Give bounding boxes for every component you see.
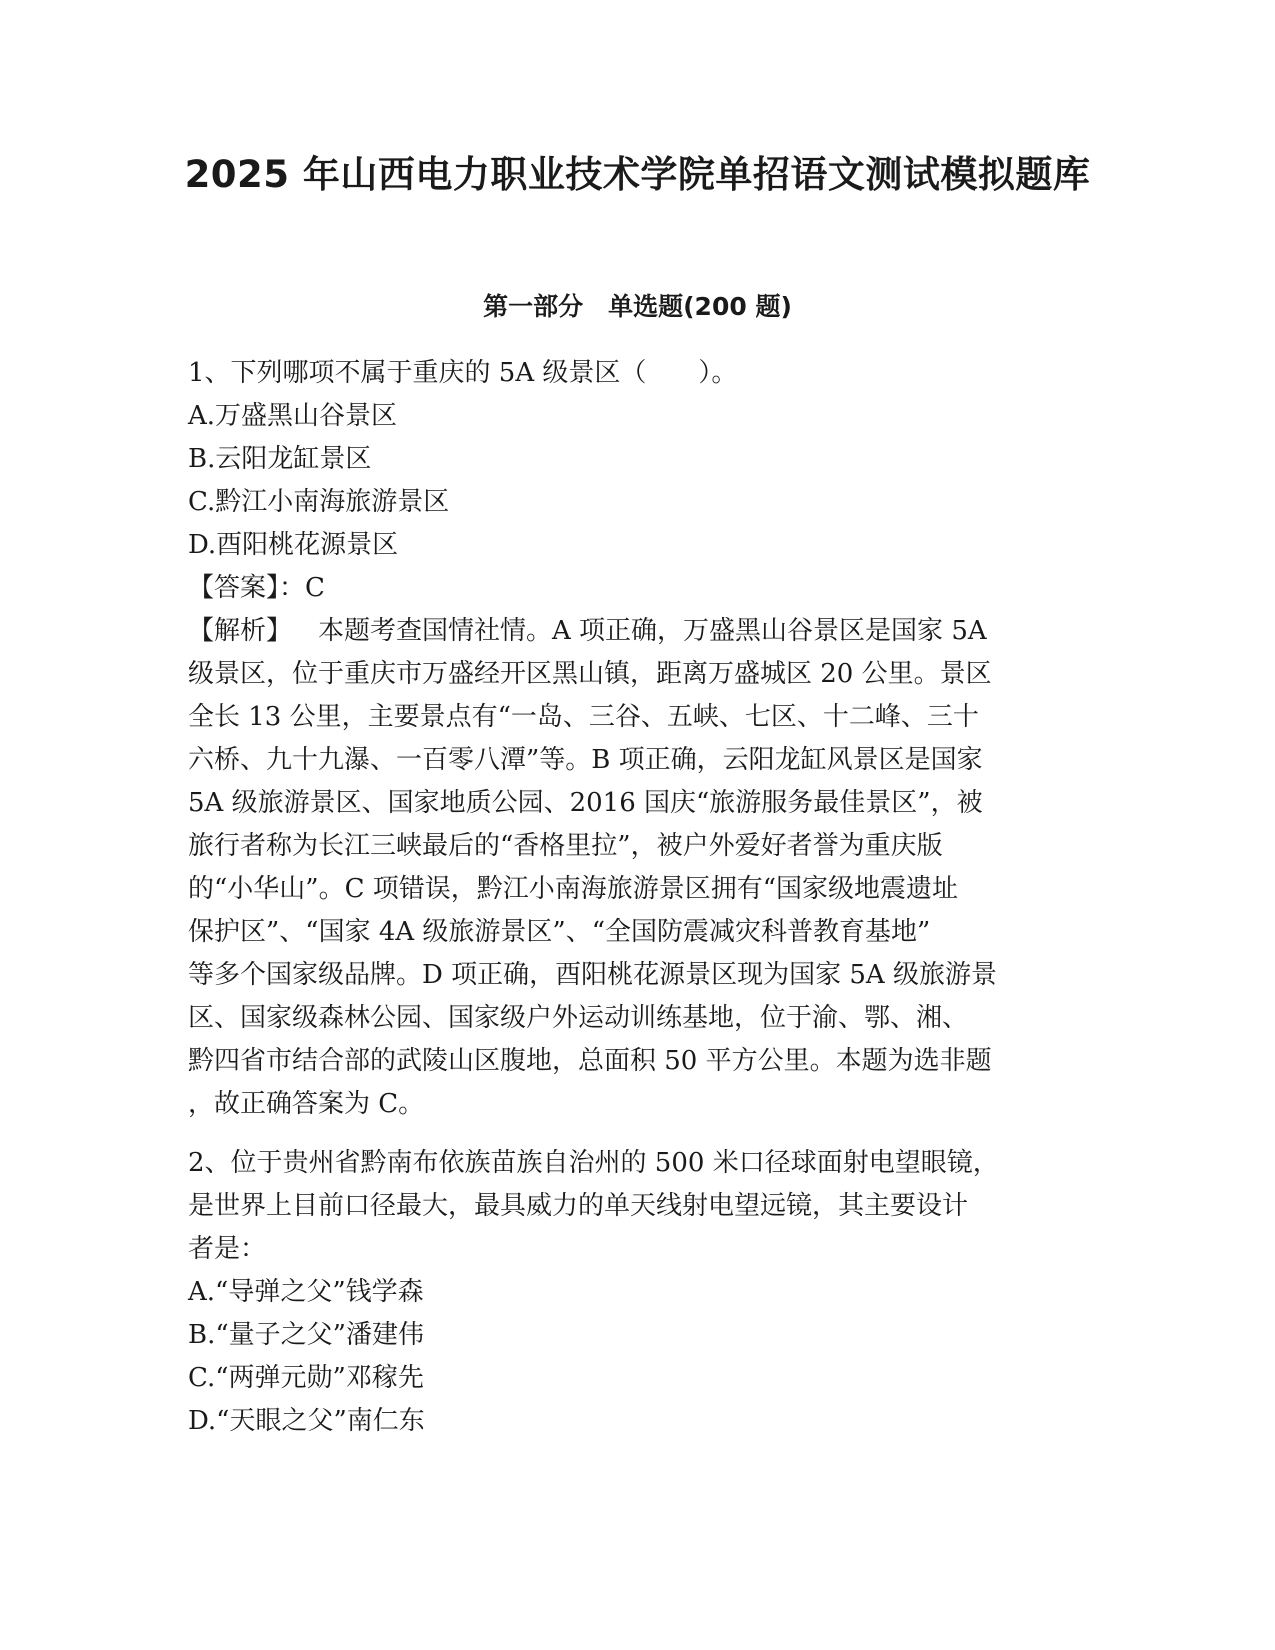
- analysis-line: 旅行者称为长江三峡最后的“香格里拉”，被户外爱好者誉为重庆版: [188, 831, 943, 861]
- analysis-line: 全长 13 公里，主要景点有“一岛、三谷、五峡、七区、十二峰、三十: [188, 702, 979, 732]
- option-a: A.万盛黑山谷景区: [188, 401, 398, 431]
- analysis-line: 等多个国家级品牌。D 项正确，酉阳桃花源景区现为国家 5A 级旅游景: [188, 960, 997, 990]
- option-d: D.酉阳桃花源景区: [188, 530, 399, 560]
- analysis-line: 5A 级旅游景区、国家地质公园、2016 国庆“旅游服务最佳景区”，被: [188, 788, 983, 818]
- question-stem: 1、下列哪项不属于重庆的 5A 级景区（ ）。: [188, 358, 738, 388]
- analysis-line: 保护区”、“国家 4A 级旅游景区”、“全国防震减灾科普教育基地”: [188, 917, 931, 947]
- option-c: C.“两弹元勋”邓稼先: [188, 1363, 424, 1393]
- analysis-first-line: [188, 610, 1088, 653]
- analysis-line: 黔四省市结合部的武陵山区腹地，总面积 50 平方公里。本题为选非题: [188, 1046, 992, 1076]
- option-b: B.云阳龙缸景区: [188, 444, 372, 474]
- analysis-line: 级景区，位于重庆市万盛经开区黑山镇，距离万盛城区 20 公里。景区: [188, 659, 992, 689]
- analysis-line: ，故正确答案为 C。: [188, 1089, 425, 1119]
- question-spacer: [188, 1126, 1088, 1142]
- option-d: D.“天眼之父”南仁东: [188, 1406, 425, 1436]
- option-b: B.“量子之父”潘建伟: [188, 1320, 424, 1350]
- answer-line: 【答案】：C: [188, 573, 325, 603]
- question-2: [188, 1142, 1088, 1443]
- document-title: 2025 年山西电力职业技术学院单招语文测试模拟题库: [184, 153, 1091, 196]
- question-stem: 是世界上目前口径最大，最具威力的单天线射电望远镜，其主要设计: [188, 1191, 969, 1221]
- question-stem: 者是：: [188, 1234, 267, 1264]
- analysis-label: 【解析】: [188, 616, 293, 646]
- question-1: [188, 352, 1088, 1126]
- option-a: A.“导弹之父”钱学森: [188, 1277, 424, 1307]
- analysis-line: 的“小华山”。C 项错误，黔江小南海旅游景区拥有“国家级地震遗址: [188, 874, 959, 904]
- section-title: 第一部分 单选题(200 题): [483, 292, 792, 321]
- analysis-line: 六桥、九十九瀑、一百零八潭”等。B 项正确，云阳龙缸风景区是国家: [188, 745, 983, 775]
- document-body: [188, 352, 1088, 1443]
- analysis-text: 本题考查国情社情。A 项正确，万盛黑山谷景区是国家 5A: [318, 616, 987, 646]
- option-c: C.黔江小南海旅游景区: [188, 487, 450, 517]
- question-stem: 2、位于贵州省黔南布依族苗族自治州的 500 米口径球面射电望眼镜，: [188, 1148, 999, 1178]
- analysis-line: 区、国家级森林公园、国家级户外运动训练基地，位于渝、鄂、湘、: [188, 1003, 969, 1033]
